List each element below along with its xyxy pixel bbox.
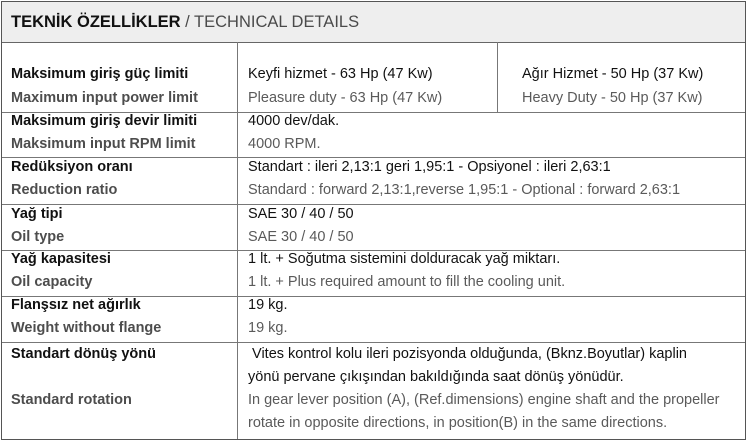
column-divider [237, 342, 238, 439]
table-row-rpm-limit [2, 112, 745, 158]
table-title [11, 13, 359, 32]
table-row-oil-type [2, 204, 745, 251]
value-en-line-2: rotate in opposite directions, in position(B) in the same directions. [248, 415, 668, 431]
value-en: 1 lt. + Plus required amount to fill the cooling unit. [248, 274, 566, 290]
label-tr: Maksimum giriş devir limiti [11, 113, 198, 129]
title-turkish: TEKNİK ÖZELLİKLER [11, 13, 181, 31]
value-heavy-duty-tr: Ağır Hizmet - 50 Hp (37 Kw) [522, 66, 704, 82]
value-tr-line-2: yönü pervane çıkışından bakıldığında saat dönüş yönüdür. [248, 369, 624, 385]
table-row-weight [2, 296, 745, 343]
value-tr: SAE 30 / 40 / 50 [248, 206, 354, 222]
value-tr: Standart : ileri 2,13:1 geri 1,95:1 - Opsiyonel : ileri 2,63:1 [248, 159, 611, 175]
title-separator: / [180, 13, 195, 31]
value-tr: 1 lt. + Soğutma sistemini dolduracak yağ miktarı. [248, 251, 561, 267]
column-divider [237, 42, 238, 112]
value-en: 19 kg. [248, 320, 288, 336]
label-en: Reduction ratio [11, 182, 118, 198]
table-row-standard-rotation [2, 342, 745, 439]
label-en: Standard rotation [11, 392, 132, 408]
technical-details-table [1, 1, 746, 440]
table-row-oil-capacity [2, 250, 745, 297]
value-pleasure-duty-tr: Keyfi hizmet - 63 Hp (47 Kw) [248, 66, 433, 82]
column-divider-duty [497, 42, 498, 112]
label-en: Oil type [11, 229, 65, 245]
title-english: TECHNICAL DETAILS [194, 13, 360, 31]
column-divider [237, 112, 238, 157]
label-en: Weight without flange [11, 320, 162, 336]
label-tr: Yağ kapasitesi [11, 251, 111, 267]
value-tr: 4000 dev/dak. [248, 113, 340, 129]
value-tr-line-1: Vites kontrol kolu ileri pozisyonda olduğunda, (Bknz.Boyutlar) kaplin [248, 346, 688, 362]
table-title-bar [2, 2, 745, 43]
label-tr: Flanşsız net ağırlık [11, 297, 141, 313]
value-en: 4000 RPM. [248, 136, 321, 152]
table-row-power-limit [2, 42, 745, 113]
label-en: Maximum input power limit [11, 90, 198, 106]
value-tr: 19 kg. [248, 297, 288, 313]
value-pleasure-duty-en: Pleasure duty - 63 Hp (47 Kw) [248, 90, 443, 106]
column-divider [237, 296, 238, 342]
label-en: Oil capacity [11, 274, 93, 290]
table-row-reduction-ratio [2, 157, 745, 205]
label-tr: Yağ tipi [11, 206, 63, 222]
value-en: SAE 30 / 40 / 50 [248, 229, 354, 245]
label-tr: Standart dönüş yönü [11, 346, 156, 362]
column-divider [237, 250, 238, 296]
label-tr: Maksimum giriş güç limiti [11, 66, 189, 82]
value-en-line-1: In gear lever position (A), (Ref.dimensions) engine shaft and the propeller [248, 392, 720, 408]
value-en: Standard : forward 2,13:1,reverse 1,95:1 - Optional : forward 2,63:1 [248, 182, 681, 198]
column-divider [237, 157, 238, 204]
label-en: Maksimum input RPM limit [11, 136, 196, 152]
label-tr: Redüksiyon oranı [11, 159, 133, 175]
column-divider [237, 204, 238, 250]
value-heavy-duty-en: Heavy Duty - 50 Hp (37 Kw) [522, 90, 703, 106]
